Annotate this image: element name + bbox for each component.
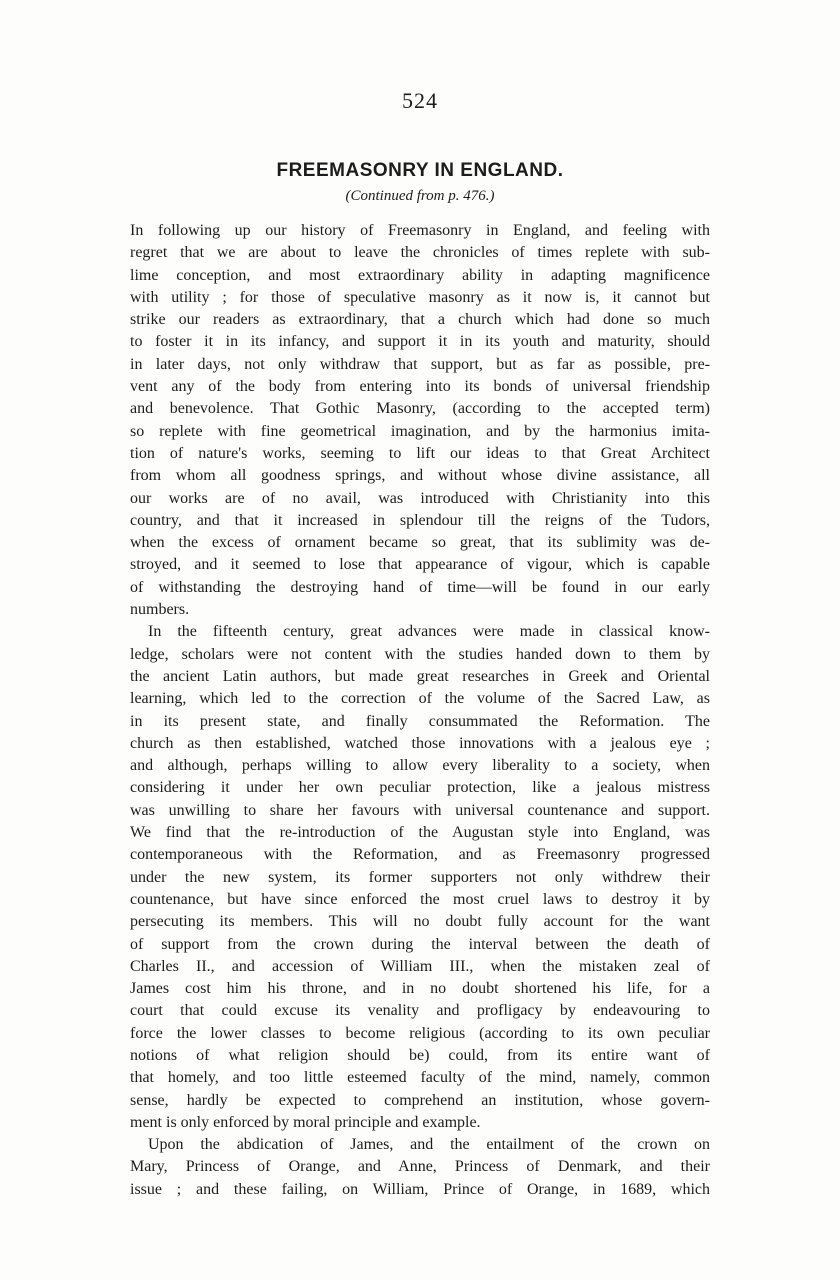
text-line: with utility ; for those of speculative masonry as it now is, it cannot but — [130, 288, 710, 306]
text-line: force the lower classes to become religious (according to its own peculiar — [130, 1024, 710, 1042]
text-line: court that could excuse its venality and profligacy by endeavouring to — [130, 1002, 710, 1020]
text-line: considering it under her own peculiar protection, like a jealous mistress — [130, 779, 710, 797]
text-line: to foster it in its infancy, and support it in its youth and maturity, should — [130, 333, 710, 351]
text-line: and although, perhaps willing to allow every liberality to a society, when — [130, 757, 710, 775]
article-body — [130, 220, 710, 1201]
paragraph — [130, 1134, 710, 1201]
text-line: countenance, but have since enforced the most cruel laws to destroy it by — [130, 890, 710, 908]
text-line: the ancient Latin authors, but made great researches in Greek and Oriental — [130, 667, 710, 685]
text-line: in later days, not only withdraw that support, but as far as possible, pre- — [130, 355, 710, 373]
page-number: 524 — [402, 88, 438, 113]
text-line: James cost him his throne, and in no doubt shortened his life, for a — [130, 980, 710, 998]
paragraph — [130, 220, 710, 621]
text-line: lime conception, and most extraordinary ability in adapting magnificence — [130, 266, 710, 284]
text-line: was unwilling to share her favours with universal countenance and support. — [130, 801, 710, 819]
text-line: We find that the re-introduction of the Augustan style into England, was — [130, 824, 710, 842]
text-line: and benevolence. That Gothic Masonry, (according to the accepted term) — [130, 400, 710, 418]
text-line: In following up our history of Freemasonry in England, and feeling with — [130, 222, 710, 239]
text-line: of withstanding the destroying hand of time—will be found in our early — [130, 578, 710, 596]
text-line: Upon the abdication of James, and the entailment of the crown on — [148, 1136, 710, 1154]
text-line: strike our readers as extraordinary, that a church which had done so much — [130, 311, 710, 329]
text-line: church as then established, watched those innovations with a jealous eye ; — [130, 734, 710, 752]
text-line: In the fifteenth century, great advances were made in classical know- — [148, 623, 710, 641]
text-line: sense, hardly be expected to comprehend an institution, whose govern- — [130, 1091, 710, 1109]
text-line: that homely, and too little esteemed faculty of the mind, namely, common — [130, 1069, 710, 1087]
text-line: regret that we are about to leave the chronicles of times replete with sub- — [130, 244, 710, 262]
text-line: under the new system, its former supporters not only withdrew their — [130, 868, 710, 886]
text-line: from whom all goodness springs, and without whose divine assistance, all — [130, 467, 710, 485]
text-line: contemporaneous with the Reformation, and as Freemasonry progressed — [130, 846, 710, 864]
text-line: our works are of no avail, was introduced with Christianity into this — [130, 489, 710, 507]
continued-note: (Continued from p. 476.) — [345, 188, 495, 204]
text-line: persecuting its members. This will no doubt fully account for the want — [130, 913, 710, 931]
text-line: so replete with fine geometrical imagination, and by the harmonius imita- — [130, 422, 710, 440]
text-line: ledge, scholars were not content with the studies handed down to them by — [130, 645, 710, 663]
text-line: ment is only enforced by moral principle and example. — [130, 1113, 481, 1131]
text-line: country, and that it increased in splendour till the reigns of the Tudors, — [130, 511, 710, 529]
text-line: when the excess of ornament became so great, that its sublimity was de- — [130, 534, 710, 552]
paragraph — [130, 621, 710, 1134]
text-line: Charles II., and accession of William III., when the mistaken zeal of — [130, 957, 710, 975]
text-line: learning, which led to the correction of the volume of the Sacred Law, as — [130, 690, 710, 708]
text-line: issue ; and these failing, on William, Prince of Orange, in 1689, which — [130, 1180, 710, 1198]
text-line: numbers. — [130, 601, 190, 619]
text-line: notions of what religion should be) could, from its entire want of — [130, 1046, 710, 1064]
text-line: tion of nature's works, seeming to lift our ideas to that Great Architect — [130, 444, 710, 462]
text-line: stroyed, and it seemed to lose that appearance of vigour, which is capable — [130, 556, 710, 574]
text-line: Mary, Princess of Orange, and Anne, Princess of Denmark, and their — [130, 1158, 710, 1176]
text-line: vent any of the body from entering into its bonds of universal friendship — [130, 378, 710, 396]
article-title: FREEMASONRY IN ENGLAND. — [276, 160, 564, 181]
text-line: in its present state, and finally consummated the Reformation. The — [130, 712, 710, 730]
text-line: of support from the crown during the interval between the death of — [130, 935, 710, 953]
